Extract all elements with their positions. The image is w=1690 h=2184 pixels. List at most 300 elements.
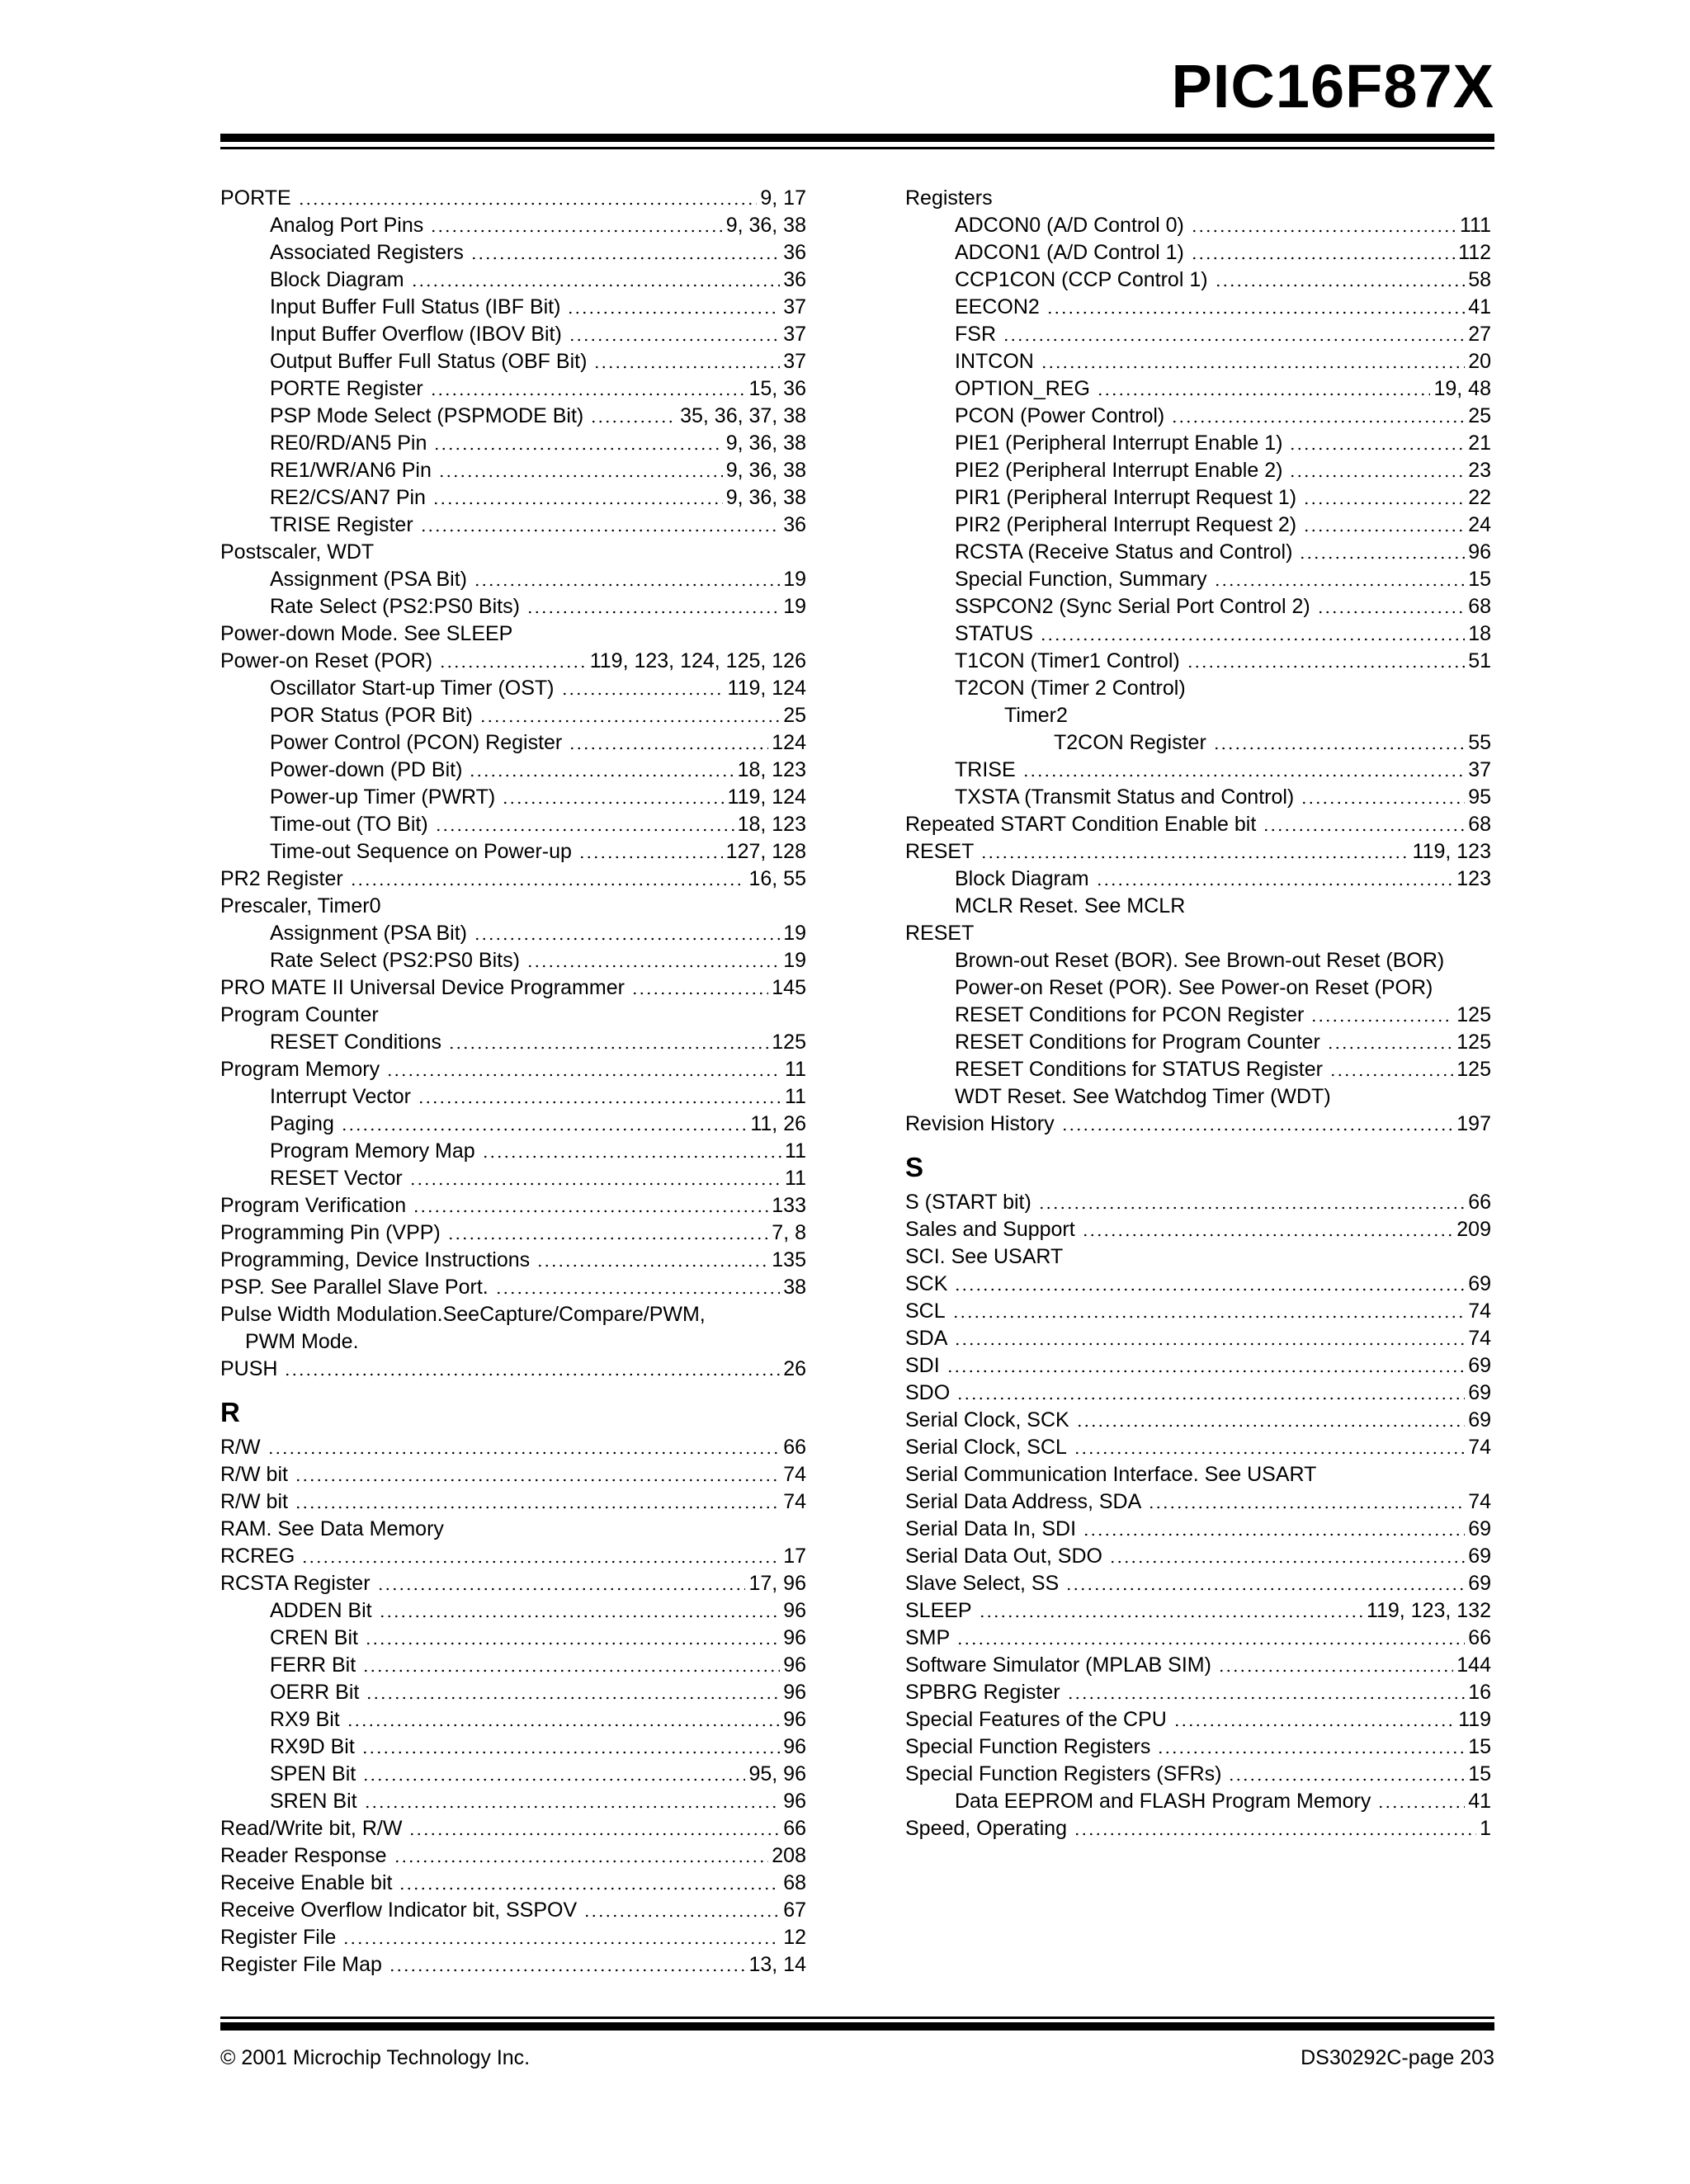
- index-entry-text: Timer2: [1004, 704, 1068, 727]
- index-entry-pages: 209: [1456, 1218, 1491, 1241]
- dot-leader: [386, 1073, 781, 1078]
- index-entry: [905, 321, 1491, 348]
- index-entry-text: Associated Registers: [270, 241, 464, 264]
- index-entry: [905, 729, 1491, 757]
- index-entry: [905, 1325, 1491, 1352]
- index-entry: [905, 648, 1491, 675]
- index-entry: [220, 838, 806, 866]
- index-column-right: [905, 185, 1491, 1842]
- index-entry: [905, 375, 1491, 403]
- index-entry-pages: 112: [1458, 241, 1491, 264]
- index-entry: [220, 1111, 806, 1138]
- index-entry-text: Program Memory: [220, 1058, 380, 1081]
- index-entry-pages: 133: [772, 1194, 806, 1217]
- index-entry-pages: 125: [1456, 1031, 1491, 1054]
- index-entry: [905, 1243, 1491, 1271]
- index-entry-text: Pulse Width Modulation.SeeCapture/Compare/PWM,: [220, 1303, 706, 1326]
- index-entry-pages: 37: [783, 323, 806, 346]
- dot-leader: [377, 1587, 746, 1592]
- index-entry: [220, 1434, 806, 1461]
- dot-leader: [1173, 1723, 1455, 1728]
- dot-leader: [1096, 882, 1454, 887]
- dot-leader: [1022, 773, 1466, 778]
- dot-leader: [430, 392, 746, 397]
- index-entry-text: Programming Pin (VPP): [220, 1221, 441, 1244]
- index-entry: [220, 1570, 806, 1597]
- index-entry: [220, 1951, 806, 1979]
- index-entry: [905, 267, 1491, 294]
- index-entry-pages: 96: [783, 1653, 806, 1677]
- index-entry: [905, 430, 1491, 457]
- index-entry-pages: 74: [783, 1463, 806, 1486]
- index-entry: [905, 239, 1491, 267]
- index-entry-text: R/W bit: [220, 1490, 288, 1513]
- index-entry-text: Power-on Reset (POR): [220, 649, 433, 672]
- dot-leader: [433, 446, 722, 451]
- index-entry-pages: 135: [772, 1248, 806, 1271]
- dot-leader: [954, 1342, 1465, 1347]
- dot-leader: [583, 1913, 780, 1918]
- dot-leader: [438, 474, 723, 479]
- index-entry-text: RESET Vector: [270, 1167, 403, 1190]
- dot-leader: [418, 1100, 781, 1105]
- index-entry-text: Register File Map: [220, 1953, 382, 1976]
- index-entry: [220, 1543, 806, 1570]
- index-entry-text: Program Verification: [220, 1194, 407, 1217]
- dot-leader: [1215, 283, 1466, 288]
- index-entry-pages: 25: [783, 704, 806, 727]
- index-entry-pages: 119, 124: [727, 785, 806, 809]
- dot-leader: [362, 1777, 745, 1782]
- index-entry: [220, 512, 806, 539]
- index-entry-text: Postscaler, WDT: [220, 540, 375, 564]
- index-entry-pages: 26: [783, 1357, 806, 1380]
- index-entry-pages: 66: [783, 1817, 806, 1840]
- index-entry-text: Serial Data Out, SDO: [905, 1545, 1102, 1568]
- header-rule-thick: [220, 134, 1494, 142]
- index-entry: [905, 212, 1491, 239]
- index-entry-text: Block Diagram: [955, 867, 1089, 890]
- index-entry-text: SPEN Bit: [270, 1762, 356, 1785]
- index-entry: [905, 866, 1491, 893]
- dot-leader: [267, 1450, 781, 1455]
- index-entry: [905, 757, 1491, 784]
- dot-leader: [1377, 1804, 1465, 1809]
- index-entry-pages: 69: [1468, 1572, 1491, 1595]
- index-entry: [220, 1516, 806, 1543]
- dot-leader: [1218, 1668, 1453, 1673]
- index-entry: [220, 1083, 806, 1111]
- dot-leader: [350, 882, 746, 887]
- dot-leader: [1228, 1777, 1465, 1782]
- index-entry: [905, 784, 1491, 811]
- index-entry: [220, 893, 806, 920]
- index-entry-text: PORTE Register: [270, 377, 423, 400]
- index-entry-text: PR2 Register: [220, 867, 343, 890]
- dot-leader: [954, 1287, 1465, 1292]
- dot-leader: [1083, 1532, 1465, 1537]
- index-entry: [905, 1029, 1491, 1056]
- footer-page-number: DS30292C-page 203: [1301, 2046, 1494, 2069]
- index-entry-text: EECON2: [955, 295, 1040, 318]
- index-entry-text: Reader Response: [220, 1844, 387, 1867]
- index-entry-text: TRISE Register: [270, 513, 413, 536]
- index-entry-text: RESET: [905, 922, 975, 945]
- index-entry-pages: 74: [783, 1490, 806, 1513]
- index-entry-text: SPBRG Register: [905, 1681, 1060, 1704]
- dot-leader: [447, 1236, 769, 1241]
- index-entry: [905, 185, 1491, 212]
- dot-leader: [448, 1045, 768, 1050]
- index-section-heading: S: [905, 1152, 924, 1182]
- index-column-left: [220, 185, 806, 1979]
- dot-leader: [1148, 1505, 1465, 1510]
- index-entry-text: T1CON (Timer1 Control): [955, 649, 1180, 672]
- index-entry-text: STATUS: [955, 622, 1033, 645]
- index-entry: [905, 1652, 1491, 1679]
- dot-leader: [1171, 419, 1465, 424]
- index-entry: [905, 1111, 1491, 1138]
- index-entry-pages: 9, 17: [760, 186, 806, 210]
- index-entry-pages: 20: [1468, 350, 1491, 373]
- index-entry: [220, 267, 806, 294]
- index-entry: [220, 1924, 806, 1951]
- index-entry: [220, 457, 806, 484]
- index-entry-text: Time-out Sequence on Power-up: [270, 840, 572, 863]
- dot-leader: [1074, 1832, 1476, 1837]
- index-entry: [905, 1189, 1491, 1216]
- index-entry-pages: 197: [1456, 1112, 1491, 1135]
- dot-leader: [1076, 1423, 1466, 1428]
- dot-leader: [1327, 1045, 1453, 1050]
- index-entry-pages: 95, 96: [748, 1762, 806, 1785]
- index-entry-pages: 15: [1468, 568, 1491, 591]
- index-entry-text: RCSTA Register: [220, 1572, 371, 1595]
- index-entry-text: PWM Mode.: [245, 1330, 359, 1353]
- index-entry-text: T2CON Register: [1054, 731, 1206, 754]
- dot-leader: [295, 1505, 780, 1510]
- dot-leader: [298, 201, 758, 206]
- index-entry: [905, 1434, 1491, 1461]
- dot-leader: [364, 1804, 781, 1809]
- index-entry-text: TRISE: [955, 758, 1016, 781]
- index-entry: [220, 294, 806, 321]
- index-entry-pages: 9, 36, 38: [725, 432, 806, 455]
- index-entry-pages: 96: [783, 1599, 806, 1622]
- index-entry: [220, 566, 806, 593]
- dot-leader: [1263, 828, 1465, 833]
- index-entry-pages: 145: [772, 976, 806, 999]
- index-entry-pages: 7, 8: [772, 1221, 806, 1244]
- dot-leader: [409, 1182, 781, 1186]
- dot-leader: [435, 828, 734, 833]
- dot-leader: [1067, 1696, 1466, 1701]
- index-entry-pages: 19: [783, 568, 806, 591]
- dot-leader: [1097, 392, 1431, 397]
- dot-leader: [561, 691, 725, 696]
- index-entry-text: RESET Conditions for PCON Register: [955, 1003, 1305, 1026]
- index-entry: [220, 539, 806, 566]
- dot-leader: [1301, 800, 1465, 805]
- index-entry-pages: 51: [1468, 649, 1491, 672]
- index-entry-text: Serial Clock, SCL: [905, 1436, 1067, 1459]
- index-entry-text: SCL: [905, 1300, 946, 1323]
- index-entry-text: Power-down (PD Bit): [270, 758, 463, 781]
- index-entry-pages: 16, 55: [748, 867, 806, 890]
- index-entry-text: Receive Overflow Indicator bit, SSPOV: [220, 1899, 578, 1922]
- index-entry-pages: 25: [1468, 404, 1491, 427]
- index-entry: [220, 1842, 806, 1870]
- index-entry-pages: 15: [1468, 1735, 1491, 1758]
- index-entry: [905, 348, 1491, 375]
- index-entry-text: Special Function Registers: [905, 1735, 1151, 1758]
- index-entry-text: Serial Clock, SCK: [905, 1408, 1069, 1432]
- index-entry-text: FSR: [955, 323, 996, 346]
- index-entry: [905, 457, 1491, 484]
- index-entry-pages: 69: [1468, 1381, 1491, 1404]
- index-entry: [905, 1002, 1491, 1029]
- index-entry: [220, 430, 806, 457]
- index-entry: [220, 321, 806, 348]
- index-entry-text: Program Memory Map: [270, 1139, 475, 1163]
- index-entry: [905, 893, 1491, 920]
- index-entry-text: Assignment (PSA Bit): [270, 568, 467, 591]
- index-entry-text: Sales and Support: [905, 1218, 1075, 1241]
- index-entry-pages: 74: [1468, 1490, 1491, 1513]
- index-entry: [905, 1407, 1491, 1434]
- index-entry: [220, 920, 806, 947]
- index-entry: [905, 1488, 1491, 1516]
- index-entry-pages: 144: [1456, 1653, 1491, 1677]
- index-entry: [220, 974, 806, 1002]
- index-entry: [220, 1597, 806, 1625]
- index-entry-text: Brown-out Reset (BOR). See Brown-out Reset (BOR): [955, 949, 1445, 972]
- dot-leader: [502, 800, 724, 805]
- dot-leader: [567, 310, 780, 315]
- index-entry-text: Repeated START Condition Enable bit: [905, 813, 1257, 836]
- dot-leader: [439, 664, 587, 669]
- dot-leader: [1038, 1205, 1465, 1210]
- index-entry-pages: 58: [1468, 268, 1491, 291]
- index-entry-pages: 123: [1456, 867, 1491, 890]
- index-entry-pages: 119, 124: [727, 677, 806, 700]
- index-entry-text: FERR Bit: [270, 1653, 356, 1677]
- index-entry: [220, 648, 806, 675]
- index-entry: [905, 1083, 1491, 1111]
- dot-leader: [1299, 555, 1465, 560]
- index-entry-pages: 24: [1468, 513, 1491, 536]
- index-entry-text: Receive Enable bit: [220, 1871, 393, 1894]
- index-entry-text: T2CON (Timer 2 Control): [955, 677, 1186, 700]
- index-entry-text: PUSH: [220, 1357, 278, 1380]
- dot-leader: [470, 256, 780, 261]
- index-entry-text: PIE2 (Peripheral Interrupt Enable 2): [955, 459, 1283, 482]
- index-entry-pages: 124: [772, 731, 806, 754]
- index-entry-text: Data EEPROM and FLASH Program Memory: [955, 1790, 1371, 1813]
- index-entry: [220, 403, 806, 430]
- dot-leader: [1329, 1073, 1453, 1078]
- index-entry-text: Slave Select, SS: [905, 1572, 1060, 1595]
- index-entry-text: PRO MATE II Universal Device Programmer: [220, 976, 625, 999]
- index-entry-text: PIR1 (Peripheral Interrupt Request 1): [955, 486, 1297, 509]
- index-entry-pages: 74: [1468, 1327, 1491, 1350]
- index-entry-pages: 35, 36, 37, 38: [680, 404, 806, 427]
- dot-leader: [1040, 637, 1465, 642]
- index-entry: [905, 1271, 1491, 1298]
- index-entry: [220, 1870, 806, 1897]
- index-entry-pages: 27: [1468, 323, 1491, 346]
- index-entry-pages: 9, 36, 38: [725, 214, 806, 237]
- index-entry-text: Input Buffer Overflow (IBOV Bit): [270, 323, 562, 346]
- index-entry-text: RE1/WR/AN6 Pin: [270, 459, 432, 482]
- index-entry: [905, 1216, 1491, 1243]
- index-entry: [905, 512, 1491, 539]
- dot-leader: [1082, 1233, 1454, 1238]
- index-entry: [220, 947, 806, 974]
- dot-leader: [420, 528, 781, 533]
- index-entry-pages: 68: [1468, 595, 1491, 618]
- dot-leader: [399, 1886, 780, 1891]
- index-entry: [220, 1165, 806, 1192]
- index-entry-text: Analog Port Pins: [270, 214, 424, 237]
- index-entry-pages: 19, 48: [1433, 377, 1491, 400]
- dot-leader: [341, 1127, 747, 1132]
- dot-leader: [526, 964, 780, 969]
- index-entry-pages: 67: [783, 1899, 806, 1922]
- footer-copyright: © 2001 Microchip Technology Inc.: [220, 2046, 531, 2069]
- index-entry-pages: 11: [785, 1139, 806, 1163]
- dot-leader: [979, 1614, 1363, 1619]
- index-entry-pages: 111: [1459, 214, 1491, 237]
- index-entry-pages: 96: [783, 1626, 806, 1649]
- index-entry-pages: 15: [1468, 1762, 1491, 1785]
- dot-leader: [366, 1696, 780, 1701]
- index-entry: [220, 1652, 806, 1679]
- index-entry: [905, 1815, 1491, 1842]
- dot-leader: [593, 365, 780, 370]
- index-entry-pages: 95: [1468, 785, 1491, 809]
- index-entry: [220, 348, 806, 375]
- index-entry-pages: 11: [785, 1167, 806, 1190]
- index-entry-pages: 38: [783, 1276, 806, 1299]
- index-entry-text: OERR Bit: [270, 1681, 360, 1704]
- dot-leader: [362, 1668, 780, 1673]
- index-entry-text: Speed, Operating: [905, 1817, 1067, 1840]
- index-entry: [905, 1706, 1491, 1734]
- index-entry-pages: 19: [783, 922, 806, 945]
- index-entry-pages: 36: [783, 513, 806, 536]
- index-entry: [220, 1328, 806, 1356]
- index-entry: [220, 1625, 806, 1652]
- index-entry-text: PORTE: [220, 186, 291, 210]
- index-entry: [220, 1761, 806, 1788]
- index-entry-text: SSPCON2 (Sync Serial Port Control 2): [955, 595, 1310, 618]
- index-entry: [905, 1570, 1491, 1597]
- dot-leader: [1187, 664, 1465, 669]
- index-entry-pages: 19: [783, 949, 806, 972]
- index-entry-text: Special Function Registers (SFRs): [905, 1762, 1222, 1785]
- index-entry: [905, 811, 1491, 838]
- index-entry-text: Program Counter: [220, 1003, 379, 1026]
- index-entry-text: Registers: [905, 186, 993, 210]
- index-entry: [905, 539, 1491, 566]
- index-entry-pages: 22: [1468, 486, 1491, 509]
- header-rule-thin: [220, 147, 1494, 149]
- index-entry: [220, 1679, 806, 1706]
- index-entry: [220, 784, 806, 811]
- index-entry: [905, 1352, 1491, 1380]
- dot-leader: [1191, 256, 1455, 261]
- index-entry: [220, 1356, 806, 1383]
- index-entry: [905, 1516, 1491, 1543]
- index-entry: [905, 294, 1491, 321]
- index-entry-text: RX9D Bit: [270, 1735, 355, 1758]
- index-entry-text: Paging: [270, 1112, 334, 1135]
- index-entry-pages: 9, 36, 38: [725, 486, 806, 509]
- index-entry-text: Power Control (PCON) Register: [270, 731, 563, 754]
- index-entry-pages: 36: [783, 268, 806, 291]
- dot-leader: [1214, 583, 1466, 587]
- index-entry: [220, 1192, 806, 1219]
- dot-leader: [342, 1941, 780, 1946]
- index-entry: [220, 1788, 806, 1815]
- index-entry-pages: 119: [1458, 1708, 1491, 1731]
- index-entry-text: PIR2 (Peripheral Interrupt Request 2): [955, 513, 1297, 536]
- index-entry-text: Assignment (PSA Bit): [270, 922, 467, 945]
- index-entry: [220, 620, 806, 648]
- index-entry-pages: 66: [1468, 1626, 1491, 1649]
- index-entry: [220, 1706, 806, 1734]
- dot-leader: [569, 337, 780, 342]
- index-entry-text: Programming, Device Instructions: [220, 1248, 531, 1271]
- dot-leader: [430, 229, 722, 233]
- index-entry: [220, 1488, 806, 1516]
- index-entry-text: RAM. See Data Memory: [220, 1517, 444, 1540]
- index-entry-pages: 37: [1468, 758, 1491, 781]
- index-entry-pages: 15, 36: [748, 377, 806, 400]
- index-entry-text: Special Function, Summary: [955, 568, 1207, 591]
- dot-leader: [952, 1314, 1466, 1319]
- index-entry: [220, 1301, 806, 1328]
- index-entry: [905, 1543, 1491, 1570]
- index-entry-text: Serial Data In, SDI: [905, 1517, 1077, 1540]
- index-entry-text: PCON (Power Control): [955, 404, 1165, 427]
- index-entry-text: Serial Data Address, SDA: [905, 1490, 1142, 1513]
- footer-rule-thin: [220, 2017, 1494, 2019]
- index-entry-text: ADCON0 (A/D Control 0): [955, 214, 1184, 237]
- index-entry: [905, 974, 1491, 1002]
- index-entry-text: Software Simulator (MPLAB SIM): [905, 1653, 1211, 1677]
- dot-leader: [474, 583, 780, 587]
- index-entry-text: Power-down Mode. See SLEEP: [220, 622, 513, 645]
- index-entry: [905, 1761, 1491, 1788]
- index-entry: [905, 620, 1491, 648]
- index-entry-text: CCP1CON (CCP Control 1): [955, 268, 1208, 291]
- index-entry: [220, 185, 806, 212]
- index-entry-text: WDT Reset. See Watchdog Timer (WDT): [955, 1085, 1331, 1108]
- index-entry-text: Output Buffer Full Status (OBF Bit): [270, 350, 588, 373]
- index-entry-text: RESET Conditions for STATUS Register: [955, 1058, 1323, 1081]
- dot-leader: [1065, 1587, 1465, 1592]
- index-entry: [220, 1274, 806, 1301]
- index-entry-pages: 9, 36, 38: [725, 459, 806, 482]
- dot-leader: [365, 1641, 780, 1646]
- index-entry-text: CREN Bit: [270, 1626, 358, 1649]
- index-entry-pages: 119, 123: [1412, 840, 1491, 863]
- dot-leader: [479, 719, 780, 724]
- index-entry-pages: 119, 123, 124, 125, 126: [589, 649, 806, 672]
- index-entry: [220, 239, 806, 267]
